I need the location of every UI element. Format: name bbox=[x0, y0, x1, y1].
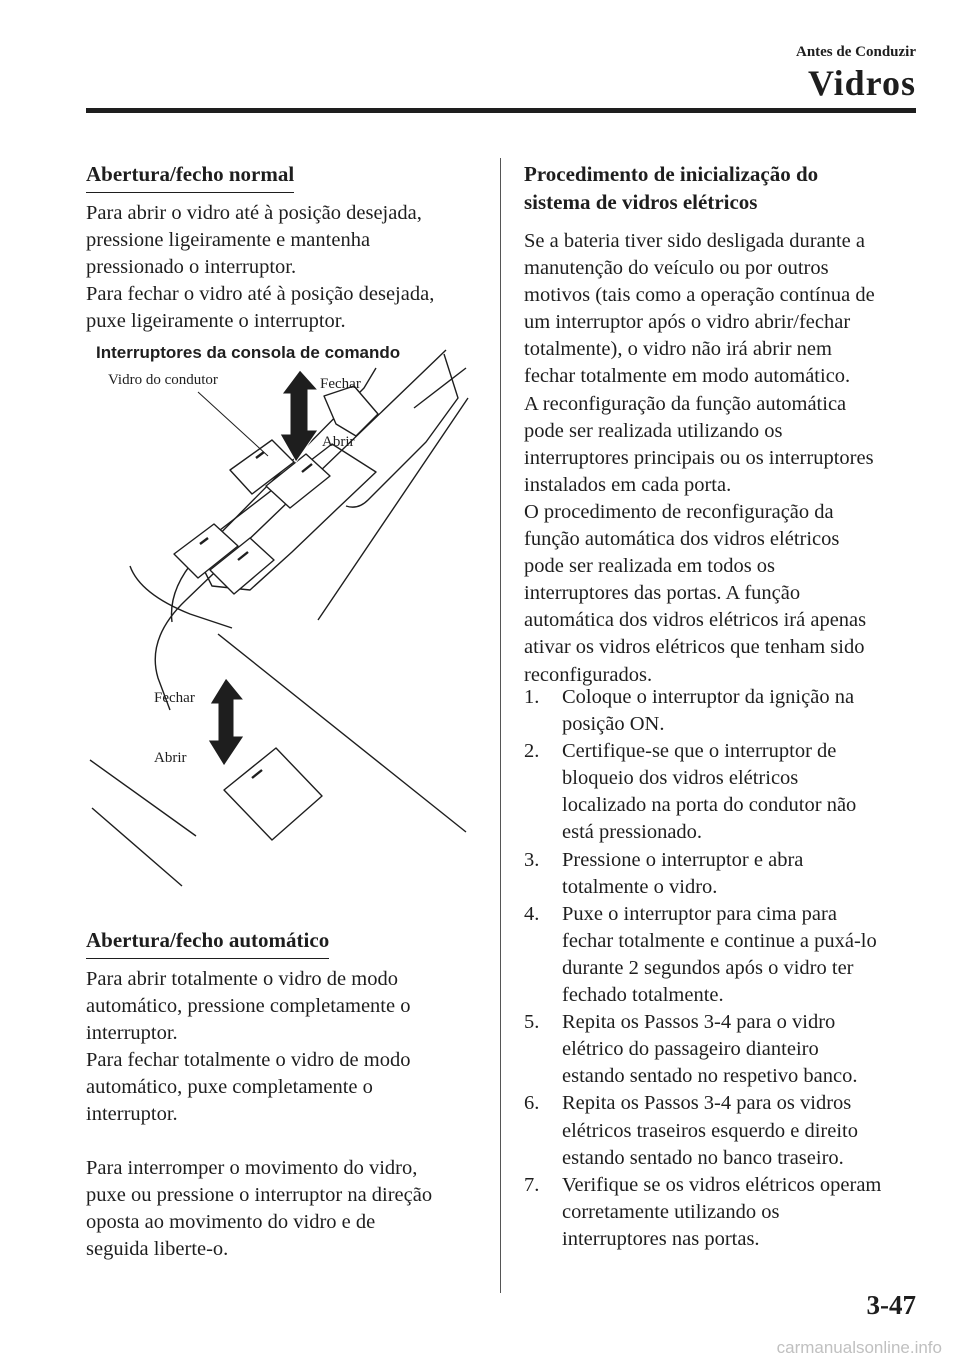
step-item bbox=[524, 1090, 924, 1171]
text-line: localizado na porta do condutor não bbox=[562, 794, 857, 817]
text-line: interruptor. bbox=[86, 1022, 178, 1045]
text-line: seguida liberte-o. bbox=[86, 1238, 229, 1261]
text-line: fechar totalmente e continue a puxá-lo bbox=[562, 929, 877, 952]
text-line: durante 2 segundos após o vidro ter bbox=[562, 956, 854, 979]
step-number: 5. bbox=[524, 1011, 540, 1034]
text-line: Para abrir o vidro até à posição desejada, bbox=[86, 202, 422, 224]
text-line: totalmente o vidro. bbox=[562, 875, 718, 898]
paragraph-initialization-intro bbox=[524, 228, 875, 689]
text-line: fechar totalmente em modo automático. bbox=[524, 365, 851, 388]
text-line: Pressione o interruptor e abra bbox=[562, 848, 804, 871]
step-item bbox=[524, 1172, 924, 1253]
text-line: automática dos vidros elétricos irá apenas bbox=[524, 609, 867, 632]
page-number: 3-47 bbox=[866, 1290, 916, 1320]
text-line: manutenção do veículo ou por outros bbox=[524, 257, 829, 280]
text-line: Para fechar totalmente o vidro de modo bbox=[86, 1049, 411, 1072]
text-line: totalmente), o vidro não irá abrir nem bbox=[524, 338, 832, 361]
paragraph-stop-movement bbox=[86, 1155, 432, 1263]
text-line: Se a bateria tiver sido desligada durante a bbox=[524, 230, 865, 252]
text-line: interruptores nas portas. bbox=[562, 1227, 760, 1250]
step-number: 1. bbox=[524, 686, 540, 708]
step-item bbox=[524, 738, 924, 846]
text-line: um interruptor após o vidro abrir/fechar bbox=[524, 311, 851, 334]
text-line: interruptores principais ou os interruptores bbox=[524, 446, 874, 469]
text-line: Para fechar o vidro até à posição desejada, bbox=[86, 283, 435, 306]
text-line: oposta ao movimento do vidro e de bbox=[86, 1211, 376, 1234]
window-switch-figure bbox=[86, 338, 470, 910]
header-rule bbox=[86, 108, 916, 113]
text-line: Certifique-se que o interruptor de bbox=[562, 740, 837, 763]
label-close: Fechar bbox=[320, 376, 361, 392]
text-line: elétricos traseiros esquerdo e direito bbox=[562, 1119, 858, 1142]
text-line: estando sentado no banco traseiro. bbox=[562, 1146, 844, 1169]
label-open: Abrir bbox=[154, 750, 187, 766]
lock-switch bbox=[324, 386, 378, 436]
switch-door bbox=[224, 748, 322, 840]
text-line: pressionado o interruptor. bbox=[86, 256, 297, 279]
text-line: elétrico do passageiro dianteiro bbox=[562, 1038, 819, 1061]
text-line: interruptor. bbox=[86, 1103, 178, 1126]
text-line: função automática dos vidros elétricos bbox=[524, 528, 840, 551]
open-close-arrow-icon bbox=[280, 370, 318, 462]
label-driver-window: Vidro do condutor bbox=[108, 372, 218, 388]
heading-initialization bbox=[524, 160, 818, 216]
text-line: Verifique se os vidros elétricos operam bbox=[562, 1173, 882, 1196]
text-line: A reconfiguração da função automática bbox=[524, 392, 847, 415]
door-line bbox=[92, 808, 182, 886]
heading-normal-open-close: Abertura/fecho normal bbox=[86, 160, 294, 193]
leader-line bbox=[198, 392, 268, 456]
heading-line: sistema de vidros elétricos bbox=[524, 190, 758, 214]
heading-line: Procedimento de inicialização do bbox=[524, 162, 819, 186]
label-open: Abrir bbox=[322, 434, 355, 450]
text-line: Repita os Passos 3-4 para o vidro bbox=[562, 1011, 836, 1034]
window-switch-illustration bbox=[86, 338, 470, 910]
text-line: reconfigurados. bbox=[524, 663, 653, 686]
text-line: puxe ligeiramente o interruptor. bbox=[86, 310, 346, 333]
steps-list bbox=[524, 684, 924, 1253]
text-line: puxe ou pressione o interruptor na direção bbox=[86, 1184, 433, 1207]
text-line: O procedimento de reconfiguração da bbox=[524, 500, 834, 523]
text-line: automático, puxe completamente o bbox=[86, 1076, 373, 1099]
text-line: Para interromper o movimento do vidro, bbox=[86, 1157, 418, 1179]
text-line: motivos (tais como a operação contínua de bbox=[524, 284, 875, 307]
text-line: Puxe o interruptor para cima para bbox=[562, 902, 837, 925]
text-line: Coloque o interruptor da ignição na bbox=[562, 686, 855, 708]
step-number: 3. bbox=[524, 848, 540, 871]
text-line: automático, pressione completamente o bbox=[86, 995, 411, 1018]
page-title: Vidros bbox=[807, 63, 916, 103]
text-line: bloqueio dos vidros elétricos bbox=[562, 767, 799, 790]
paragraph-auto-open-close bbox=[86, 966, 410, 1129]
open-close-arrow-icon bbox=[208, 678, 244, 766]
text-line: pode ser realizada em todos os bbox=[524, 555, 776, 578]
step-item bbox=[524, 901, 924, 1009]
text-line: pressione ligeiramente e mantenha bbox=[86, 229, 371, 252]
text-line: Repita os Passos 3-4 para os vidros bbox=[562, 1092, 852, 1115]
heading-auto-open-close: Abertura/fecho automático bbox=[86, 926, 329, 959]
figure-title: Interruptores da consola de comando bbox=[96, 343, 401, 362]
step-number: 7. bbox=[524, 1173, 540, 1196]
console-outline bbox=[318, 398, 468, 620]
paragraph-normal-open-close bbox=[86, 200, 434, 335]
text-line: instalados em cada porta. bbox=[524, 473, 732, 496]
text-line: Para abrir totalmente o vidro de modo bbox=[86, 968, 398, 990]
text-line: corretamente utilizando os bbox=[562, 1200, 780, 1223]
text-line: posição ON. bbox=[562, 713, 665, 736]
text-line: pode ser realizada utilizando os bbox=[524, 419, 783, 442]
text-line: interruptores das portas. A função bbox=[524, 582, 801, 605]
text-line: fechado totalmente. bbox=[562, 984, 724, 1007]
step-item bbox=[524, 684, 924, 738]
step-number: 6. bbox=[524, 1092, 540, 1115]
label-close: Fechar bbox=[154, 690, 195, 706]
column-divider bbox=[500, 158, 501, 1293]
text-line: estando sentado no respetivo banco. bbox=[562, 1065, 858, 1088]
text-line: ativar os vidros elétricos que tenham sido bbox=[524, 636, 865, 659]
step-item bbox=[524, 847, 924, 901]
step-number: 4. bbox=[524, 902, 540, 925]
step-number: 2. bbox=[524, 740, 540, 763]
door-line bbox=[90, 760, 196, 836]
section-label: Antes de Conduzir bbox=[795, 44, 916, 60]
text-line: está pressionado. bbox=[562, 821, 703, 844]
step-item bbox=[524, 1009, 924, 1090]
watermark: carmanualsonline.info bbox=[776, 1338, 942, 1357]
